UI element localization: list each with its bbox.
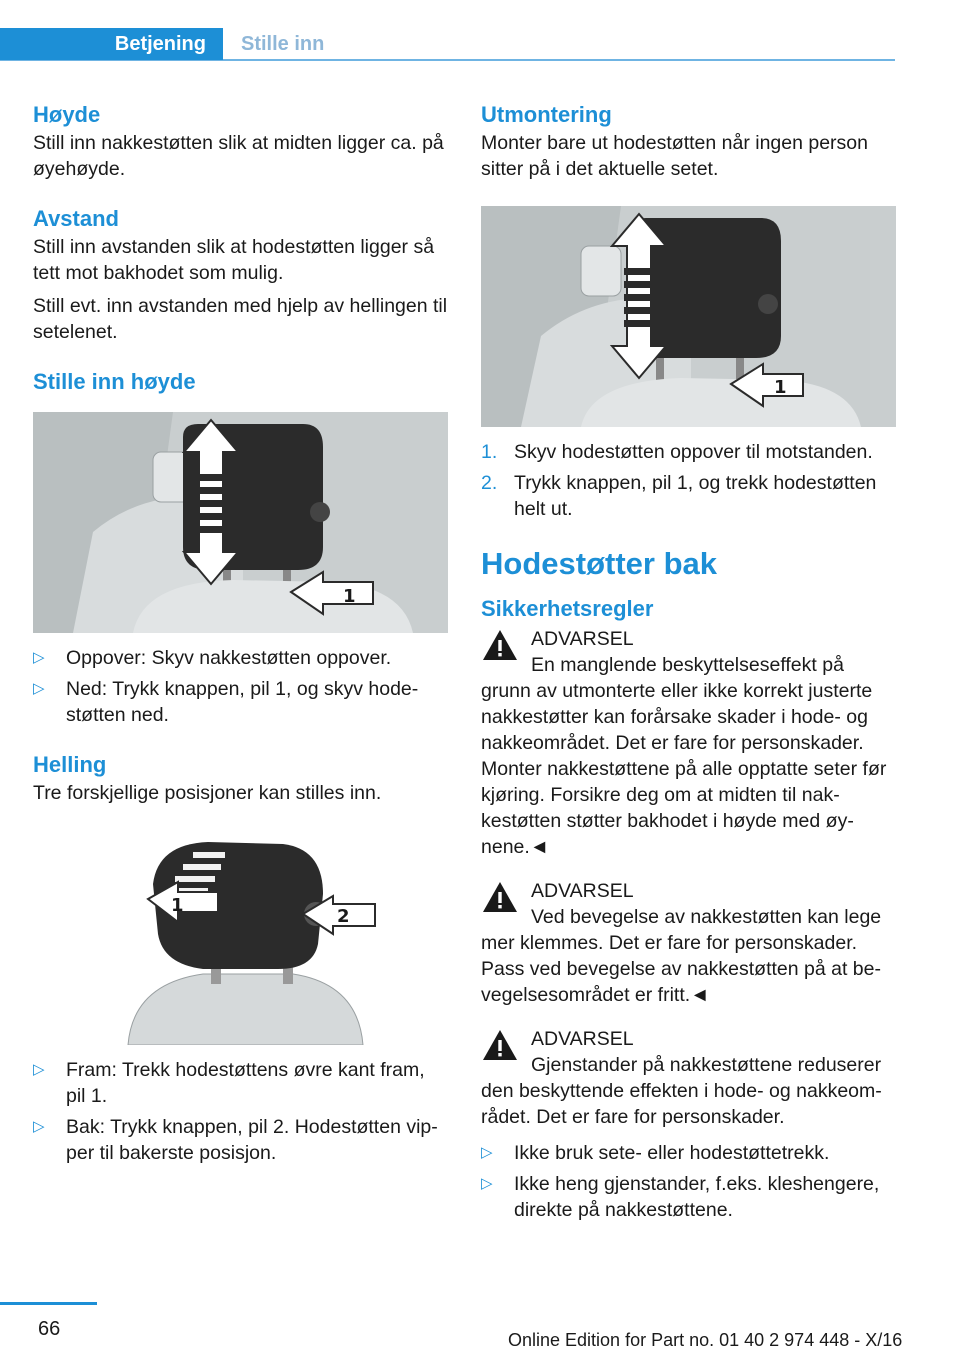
warning-first-line: Gjenstander på nakkestøttene reduserer bbox=[531, 1054, 882, 1076]
stille-list bbox=[33, 645, 448, 728]
text-utmontering: Monter bare ut hodestøtten når ingen person sitter på i det aktuelle setet. bbox=[481, 132, 868, 180]
list-item bbox=[33, 1114, 448, 1166]
warning-label: ADVARSEL bbox=[531, 628, 634, 650]
step-text: Skyv hodestøtten oppover til motstanden. bbox=[514, 441, 873, 463]
warning-triangle-icon bbox=[481, 1028, 519, 1062]
headrest-removal-illustration bbox=[481, 206, 896, 427]
list-item-text: Ikke heng gjenstander, f.eks. kleshengere, direkte på nakkestøttene. bbox=[514, 1173, 880, 1221]
warning-label: ADVARSEL bbox=[531, 880, 634, 902]
list-item-text: Bak: Trykk knappen, pil 2. Hodestøtten vipper til bakerste posisjon. bbox=[66, 1116, 438, 1164]
figure-headrest-height bbox=[33, 412, 448, 633]
left-column bbox=[33, 100, 448, 1166]
list-item bbox=[33, 676, 448, 728]
bullet-marker-icon: ▷ bbox=[481, 1175, 493, 1192]
fig3-label: 1 bbox=[774, 377, 787, 398]
warning-text: mer klemmes. Det er fare for personskader. Pass ved bevegelse av nakkestøtten på at bevegelsesområdet er fritt.◄ bbox=[481, 932, 881, 1006]
warning-block-3 bbox=[481, 1026, 896, 1130]
heading-helling: Helling bbox=[33, 752, 107, 777]
warning-first-line: En manglende beskyttelseseffekt på bbox=[531, 654, 844, 676]
step-text: Trykk knappen, pil 1, og trekk hodestøtten helt ut. bbox=[514, 472, 877, 520]
footer-rule bbox=[0, 1302, 97, 1305]
edition-text: Online Edition for Part no. 01 40 2 974 448 - X/16 bbox=[508, 1330, 903, 1350]
removal-steps bbox=[481, 439, 896, 522]
list-item-text: Oppover: Skyv nakkestøtten oppover. bbox=[66, 647, 392, 669]
step-number: 2. bbox=[481, 472, 498, 494]
heading-avstand: Avstand bbox=[33, 206, 119, 231]
step-item bbox=[481, 470, 896, 522]
text-avstand-2: Still evt. inn avstanden med hjelp av hellingen til setelenet. bbox=[33, 295, 448, 343]
bullet-marker-icon: ▷ bbox=[33, 649, 45, 666]
fig2-label-2: 2 bbox=[337, 906, 350, 927]
header-tabs bbox=[0, 28, 895, 62]
fig1-label: 1 bbox=[343, 586, 356, 607]
bullet-marker-icon: ▷ bbox=[33, 1061, 45, 1078]
text-avstand-1: Still inn avstanden slik at hodestøtten ligger så tett mot bakhodet som mulig. bbox=[33, 236, 435, 284]
bullet-marker-icon: ▷ bbox=[33, 1118, 45, 1135]
warning-text: den beskyttende effekten i hode- og nakkeområdet. Det er fare for personskader. bbox=[481, 1080, 882, 1128]
warning-text: grunn av utmonterte eller ikke korrekt justerte nakkestøtter kan forårsake skader i hode- og nakkeområdet. Det er fare for personskader. Monter nakkestøttene på alle opptatte seter før kjøring. Forsikre deg om at midten til nakkestøtten støtter bakhodet i høyde med øynene.◄ bbox=[481, 680, 887, 858]
warning-block-2 bbox=[481, 878, 896, 1008]
tab-betjening[interactable]: Betjening bbox=[0, 28, 223, 60]
list-item bbox=[33, 645, 448, 671]
text-hoyde: Still inn nakkestøtten slik at midten ligger ca. på øyehøyde. bbox=[33, 132, 444, 180]
fig2-label-1: 1 bbox=[171, 895, 184, 916]
warning-triangle-icon bbox=[481, 628, 519, 662]
tab-stille-inn[interactable]: Stille inn bbox=[241, 32, 325, 55]
warning-block-1 bbox=[481, 626, 896, 860]
heading-sikkerhetsregler: Sikkerhetsregler bbox=[481, 596, 654, 621]
list-item-text: Ikke bruk sete- eller hodestøttetrekk. bbox=[514, 1142, 830, 1164]
headrest-height-illustration bbox=[33, 412, 448, 633]
heading-hoyde: Høyde bbox=[33, 102, 101, 127]
final-list bbox=[481, 1140, 896, 1223]
step-number: 1. bbox=[481, 441, 498, 463]
bullet-marker-icon: ▷ bbox=[481, 1144, 493, 1161]
figure-headrest-removal bbox=[481, 206, 896, 427]
page-number: 66 bbox=[38, 1318, 61, 1340]
list-item bbox=[481, 1140, 896, 1166]
helling-list bbox=[33, 1057, 448, 1166]
step-item bbox=[481, 439, 896, 465]
warning-label: ADVARSEL bbox=[531, 1028, 634, 1050]
list-item-text: Fram: Trekk hodestøttens øvre kant fram, pil 1. bbox=[66, 1059, 425, 1107]
warning-triangle-icon bbox=[481, 880, 519, 914]
heading-stille-inn-hoyde: Stille inn høyde bbox=[33, 369, 196, 394]
text-helling: Tre forskjellige posisjoner kan stilles inn. bbox=[33, 782, 382, 804]
bullet-marker-icon: ▷ bbox=[33, 680, 45, 697]
list-item-text: Ned: Trykk knappen, pil 1, og skyv hodestøtten ned. bbox=[66, 678, 419, 726]
headrest-tilt-illustration bbox=[33, 824, 448, 1045]
figure-headrest-tilt bbox=[33, 824, 448, 1045]
warning-first-line: Ved bevegelse av nakkestøtten kan lege bbox=[531, 906, 882, 928]
heading-hodestotter-bak: Hodestøtter bak bbox=[481, 546, 717, 581]
heading-utmontering: Utmontering bbox=[481, 102, 612, 127]
list-item bbox=[33, 1057, 448, 1109]
right-column bbox=[481, 100, 896, 1223]
list-item bbox=[481, 1171, 896, 1223]
